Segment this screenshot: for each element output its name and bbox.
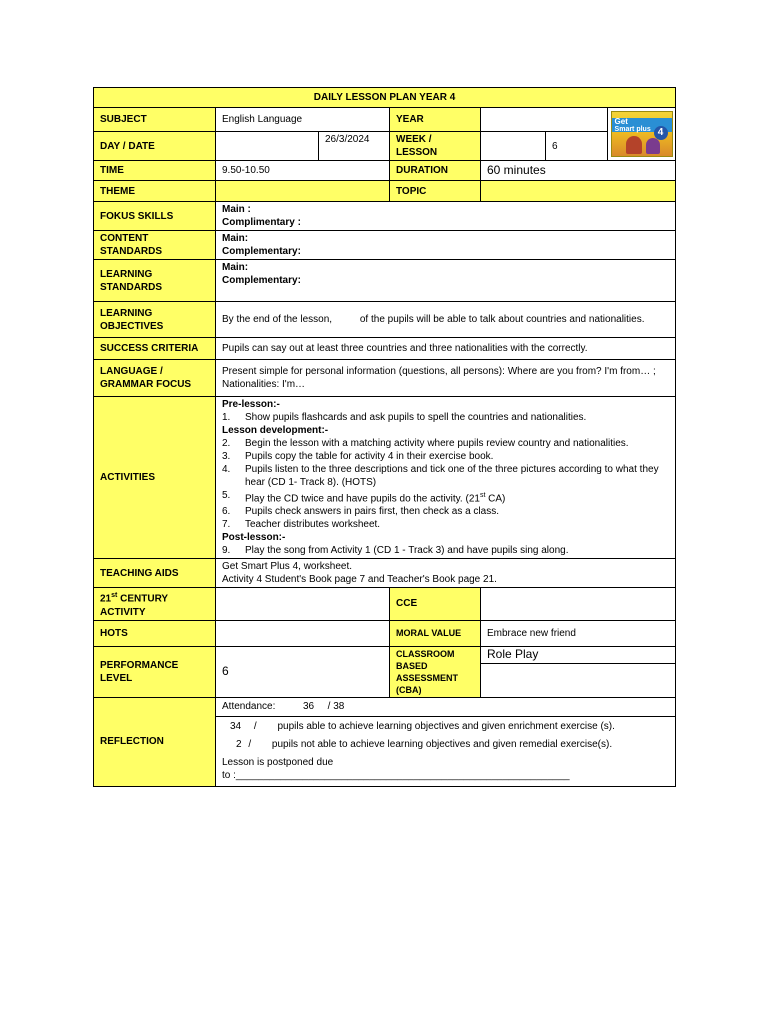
teaching-aids-line-1: Get Smart Plus 4, worksheet. xyxy=(222,561,353,573)
moral-value-value: Embrace new friend xyxy=(481,620,676,646)
reflection-label: REFLECTION xyxy=(94,697,216,786)
activities-value xyxy=(216,397,676,559)
grammar-focus-label: LANGUAGE / GRAMMAR FOCUS xyxy=(94,360,216,397)
teaching-aids-line-2: Activity 4 Student's Book page 7 and Teacher's Book page 21. xyxy=(222,574,497,586)
performance-level-value: 6 xyxy=(216,646,390,697)
book-cover-subtitle: Smart plus xyxy=(614,126,651,133)
lesson-plan-table xyxy=(93,87,676,787)
reflection-value xyxy=(216,697,676,786)
content-main: Main: xyxy=(222,233,249,244)
activity-item: 6. Pupils check answers in pairs first, then check as a class. xyxy=(222,506,499,518)
content-complementary: Complementary: xyxy=(222,246,301,257)
duration-label: DURATION xyxy=(390,161,481,181)
cce-label: CCE xyxy=(390,588,481,620)
hots-label: HOTS xyxy=(94,620,216,646)
century-activity-value xyxy=(216,588,390,620)
learning-objectives-value: By the end of the lesson, of the pupils will be able to talk about countries and nationalities. xyxy=(216,302,676,338)
book-cover-title: Get xyxy=(614,117,628,126)
subject-value: English Language xyxy=(216,108,390,132)
hots-value xyxy=(216,620,390,646)
topic-value xyxy=(481,181,676,202)
lesson-plan-sheet xyxy=(93,87,675,787)
duration-value: 60 minutes xyxy=(481,161,676,181)
cba-value: Role Play xyxy=(481,647,675,664)
activity-item: 2. Begin the lesson with a matching activity where pupils review country and nationalities. xyxy=(222,438,629,449)
activity-item: 9. Play the song from Activity 1 (CD 1 - Track 3) and have pupils sing along. xyxy=(222,545,569,557)
content-standards-value xyxy=(216,231,676,260)
year-label: YEAR xyxy=(390,108,481,132)
activity-item: 5. Play the CD twice and have pupils do the activity. (21st CA) xyxy=(222,490,506,505)
day-date-label: DAY / DATE xyxy=(94,132,216,161)
topic-label: TOPIC xyxy=(390,181,481,202)
attendance-total: 38 xyxy=(333,700,345,712)
date-value: 26/3/2024 xyxy=(319,132,390,161)
attendance-present: 36 xyxy=(302,700,315,712)
postponed-note: Lesson is postponed due to :____________________________________________________________ xyxy=(222,756,570,781)
week-lesson-label: WEEK / LESSON xyxy=(390,132,481,161)
teaching-aids-value xyxy=(216,559,676,588)
century-activity-label: 21st CENTURY ACTIVITY xyxy=(94,588,216,620)
achieved-text: pupils able to achieve learning objectives and given enrichment exercise (s). xyxy=(277,720,615,732)
fokus-skills-label: FOKUS SKILLS xyxy=(94,202,216,231)
cce-value xyxy=(481,588,676,620)
success-criteria-value: Pupils can say out at least three countries and three nationalities with the correctly. xyxy=(216,338,676,360)
cba-label: CLASSROOM BASED ASSESSMENT (CBA) xyxy=(390,646,481,697)
book-cover-image xyxy=(611,111,673,157)
learning-standards-value xyxy=(216,260,676,302)
learning-complementary: Complementary: xyxy=(222,275,301,286)
pre-lesson-heading: Pre-lesson:- xyxy=(222,399,280,410)
grammar-focus-value: Present simple for personal information (questions, all persons): Where are you from? I'm from… ; Nationalities: I'm… xyxy=(216,360,676,397)
learning-objectives-label: LEARNING OBJECTIVES xyxy=(94,302,216,338)
not-achieved-line: 2 / pupils not able to achieve learning objectives and given remedial exercise(s). xyxy=(236,738,613,750)
book-cover-cell xyxy=(608,108,676,161)
week-value xyxy=(481,132,546,161)
learning-main: Main: xyxy=(222,262,249,273)
subject-label: SUBJECT xyxy=(94,108,216,132)
lesson-development-list xyxy=(222,437,669,531)
success-criteria-label: SUCCESS CRITERIA xyxy=(94,338,216,360)
not-achieved-count: 2 xyxy=(236,738,242,750)
teaching-aids-label: TEACHING AIDS xyxy=(94,559,216,588)
time-label: TIME xyxy=(94,161,216,181)
attendance-line: Attendance: 36 / 38 xyxy=(216,698,675,717)
year-value xyxy=(481,108,608,132)
post-lesson-heading: Post-lesson:- xyxy=(222,532,286,544)
time-value: 9.50-10.50 xyxy=(216,161,390,181)
cba-cell xyxy=(481,646,676,697)
moral-value-label: MORAL VALUE xyxy=(390,620,481,646)
day-value xyxy=(216,132,319,161)
fokus-main: Main : xyxy=(222,204,251,215)
achieved-count: 34 xyxy=(230,720,242,732)
lesson-development-heading: Lesson development:- xyxy=(222,425,329,436)
learning-standards-label: LEARNING STANDARDS xyxy=(94,260,216,302)
fokus-skills-value xyxy=(216,202,676,231)
not-achieved-text: pupils not able to achieve learning objectives and given remedial exercise(s). xyxy=(271,738,613,750)
performance-level-label: PERFORMANCE LEVEL xyxy=(94,646,216,697)
theme-value xyxy=(216,181,390,202)
achieved-line: 34 / pupils able to achieve learning objectives and given enrichment exercise (s). xyxy=(230,720,615,732)
activity-item: 3. Pupils copy the table for activity 4 in their exercise book. xyxy=(222,451,494,462)
page-title: DAILY LESSON PLAN YEAR 4 xyxy=(94,88,676,108)
activity-item: 7. Teacher distributes worksheet. xyxy=(222,519,381,531)
post-lesson-list xyxy=(222,544,669,557)
content-standards-label: CONTENT STANDARDS xyxy=(94,231,216,260)
book-cover-number: 4 xyxy=(654,126,668,140)
activity-item: 4. Pupils listen to the three descriptions and tick one of the three pictures according to what they hear (CD 1- Track 8). (HOTS) xyxy=(222,464,659,488)
theme-label: THEME xyxy=(94,181,216,202)
activity-item: 1. Show pupils flashcards and ask pupils to spell the countries and nationalities. xyxy=(222,412,587,423)
pre-lesson-list xyxy=(222,411,669,424)
fokus-complimentary: Complimentary : xyxy=(222,217,301,228)
activities-label: ACTIVITIES xyxy=(94,397,216,559)
lesson-value: 6 xyxy=(546,132,608,161)
